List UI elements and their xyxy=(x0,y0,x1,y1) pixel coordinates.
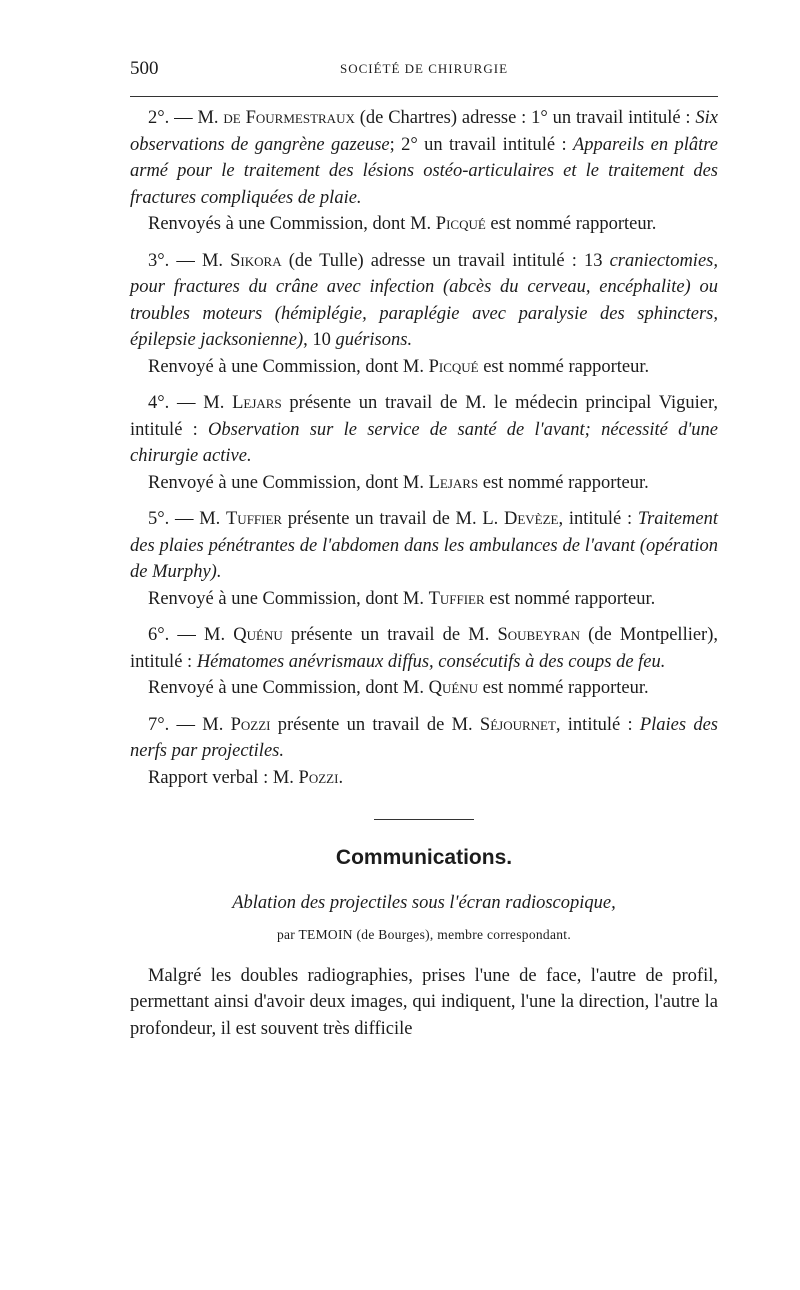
item-3 xyxy=(130,248,718,381)
item-6 xyxy=(130,622,718,702)
rapporteur-name: Lejars xyxy=(428,472,479,493)
body-paragraph: Malgré les doubles radiographies, prises l'une de face, l'autre de profil, permettant ainsi d'avoir deux images, qui indiquent, l'une la direction, l'autre la profondeur, il est souvent très difficile xyxy=(130,965,718,1039)
item-2 xyxy=(130,105,718,238)
referral-text: Renvoyé à une Commission, dont M. Tuffier est nommé rapporteur. xyxy=(148,588,656,609)
author-name: Tuffier xyxy=(226,509,283,529)
referral-text: Rapport verbal : M. Pozzi. xyxy=(148,767,344,788)
item-text: 7°. — M. Pozzi présente un travail de M. Séjournet, intitulé : Plaies des nerfs par projectiles. xyxy=(130,714,718,761)
author-name: Quénu xyxy=(233,625,283,645)
referral-text: Renvoyé à une Commission, dont M. Quénu est nommé rapporteur. xyxy=(148,678,649,698)
referral-text: Renvoyé à une Commission, dont M. Lejars est nommé rapporteur. xyxy=(148,472,649,493)
work-title: Observation sur le service de santé de l'avant; nécessité d'une chirurgie active. xyxy=(130,419,718,466)
rapporteur-name: Pozzi xyxy=(298,767,339,788)
referral-text: Renvoyé à une Commission, dont M. Picqué est nommé rapporteur. xyxy=(148,356,650,377)
article-byline: par TEMOIN (de Bourges), membre correspondant. xyxy=(276,926,572,942)
author-name: Devèze xyxy=(503,509,559,529)
work-title: Six observations de gangrène gazeuse xyxy=(130,108,718,155)
item-7 xyxy=(130,712,718,792)
item-text: 3°. — M. Sikora (de Tulle) adresse un travail intitulé : 13 craniectomies, pour fractures du crâne avec infection (abcès du cerveau, encéphalite) ou troubles moteurs (hémiplégie, paraplégie avec paralysie des sphincters, épilepsie jacksonienne), 10 guérisons. xyxy=(130,250,718,350)
author-name: de Fourmestraux xyxy=(223,108,355,128)
author-name: Pozzi xyxy=(230,714,271,735)
item-4 xyxy=(130,390,718,496)
article-body xyxy=(130,963,718,1043)
section-title: Communications. xyxy=(335,846,513,869)
running-head xyxy=(130,52,718,84)
item-text: 4°. — M. Lejars présente un travail de M. le médecin principal Viguier, intitulé : Observation sur le service de santé de l'avant; nécessité d'une chirurgie active. xyxy=(130,393,718,466)
work-title: Hématomes anévrismaux diffus, consécutifs à des coups de feu. xyxy=(196,651,666,672)
referral-text: Renvoyés à une Commission, dont M. Picqué est nommé rapporteur. xyxy=(148,214,657,234)
document-page xyxy=(130,52,718,1042)
work-title: Appareils en plâtre armé pour le traitement des lésions ostéo-articulaires et le traitement des fractures compliquées de plaie. xyxy=(130,134,718,208)
header-rule xyxy=(130,96,718,97)
section-separator xyxy=(374,819,474,820)
item-5 xyxy=(130,506,718,612)
author-name: Sikora xyxy=(230,250,282,271)
work-title: guérisons. xyxy=(335,330,413,350)
article-title: Ablation des projectiles sous l'écran radioscopique, xyxy=(232,893,616,913)
rapporteur-name: Picqué xyxy=(428,356,479,377)
work-title: craniectomies, pour fractures du crâne avec infection (abcès du cerveau, encéphalite) ou troubles moteurs (hémiplégie, paraplégie avec paralysie des sphincters, épilepsie jacksonienne) xyxy=(130,250,718,350)
journal-title: SOCIÉTÉ DE CHIRURGIE xyxy=(339,61,509,76)
item-text: 6°. — M. Quénu présente un travail de M. Soubeyran (de Montpellier), intitulé : Hématomes anévrismaux diffus, consécutifs à des coups de feu. xyxy=(130,625,719,672)
item-text: 2°. — M. de Fourmestraux (de Chartres) adresse : 1° un travail intitulé : Six observations de gangrène gazeuse; 2° un travail intitulé : Appareils en plâtre armé pour le traitement des lésions ostéo-articulaires et le traitement des fractures compliquées de plaie. xyxy=(130,108,718,208)
author-name: Soubeyran xyxy=(497,625,580,645)
rapporteur-name: Quénu xyxy=(428,678,479,698)
work-title: Plaies des nerfs par projectiles. xyxy=(130,714,718,761)
page-number: 500 xyxy=(130,58,159,79)
work-title: Traitement des plaies pénétrantes de l'abdomen dans les ambulances de l'avant (opération de Murphy). xyxy=(130,509,718,582)
author-name: Séjournet xyxy=(479,714,556,735)
rapporteur-name: Picqué xyxy=(435,214,486,234)
author-name: Lejars xyxy=(232,393,282,413)
item-text: 5°. — M. Tuffier présente un travail de M. L. Devèze, intitulé : Traitement des plaies pénétrantes de l'abdomen dans les ambulances de l'avant (opération de Murphy). xyxy=(130,509,718,582)
rapporteur-name: Tuffier xyxy=(428,588,485,609)
